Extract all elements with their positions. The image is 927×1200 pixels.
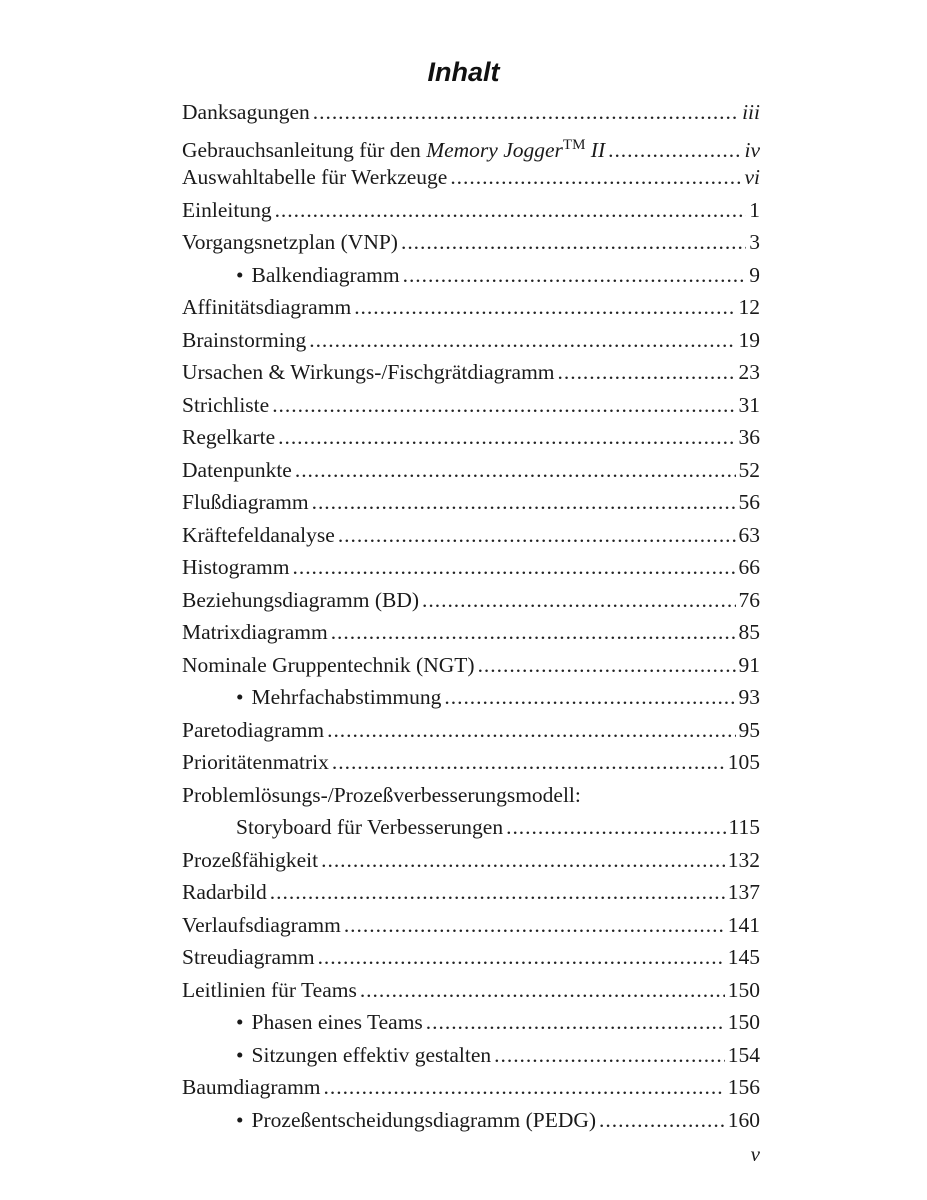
- toc-entry: [182, 616, 760, 649]
- toc-entry-page: 19: [738, 327, 760, 352]
- toc-entry: [182, 356, 760, 389]
- page-number: v: [750, 1142, 760, 1166]
- toc-entry-page: iii: [742, 100, 760, 124]
- dot-leader: [295, 454, 736, 487]
- toc-entry-title: Affinitätsdiagramm: [182, 295, 352, 319]
- dot-leader: [422, 584, 735, 617]
- toc-entry-page: 85: [738, 620, 760, 644]
- dot-leader: [318, 941, 725, 974]
- toc-entry: [182, 779, 760, 812]
- dot-leader: [278, 421, 735, 454]
- toc-entry-title: Histogramm: [182, 555, 290, 579]
- dot-leader: [272, 389, 735, 422]
- toc-entry: [182, 746, 760, 779]
- dot-leader: [450, 161, 741, 194]
- toc-entry: [182, 421, 760, 454]
- toc-entry-page: 3: [749, 230, 760, 254]
- toc-entry: [182, 519, 760, 552]
- bullet-icon: •: [236, 685, 244, 709]
- bullet-icon: •: [236, 262, 244, 287]
- toc-entry-title: Problemlösungs-/Prozeßverbesserungsmodell:: [182, 782, 581, 807]
- toc-entry-page: 52: [738, 457, 760, 482]
- dot-leader: [360, 974, 725, 1007]
- toc-entry-title: Prozeßentscheidungsdiagramm (PEDG): [251, 1107, 597, 1132]
- toc-entry-page: 66: [738, 555, 760, 579]
- dot-leader: [506, 811, 725, 844]
- toc-entry-page: iv: [744, 137, 760, 162]
- toc-entry-page: 115: [728, 815, 760, 839]
- dot-leader: [324, 1071, 725, 1104]
- toc-entry-title: Prozeßfähigkeit: [182, 847, 319, 872]
- toc-entry: [182, 941, 760, 974]
- toc-entry-title: Beziehungsdiagramm (BD): [182, 587, 420, 612]
- dot-leader: [401, 226, 746, 259]
- toc-entry: [182, 551, 760, 584]
- dot-leader: [293, 551, 736, 584]
- toc-entry-title: Strichliste: [182, 392, 270, 417]
- table-of-contents: [182, 96, 760, 1136]
- toc-entry-title: Baumdiagramm: [182, 1075, 321, 1099]
- toc-entry: [182, 194, 760, 227]
- toc-entry-title: Sitzungen effektiv gestalten: [251, 1042, 492, 1067]
- toc-entry-title: Leitlinien für Teams: [182, 977, 357, 1002]
- toc-entry-page: 36: [738, 425, 760, 449]
- toc-entry: [182, 96, 760, 129]
- toc-entry: [182, 486, 760, 519]
- toc-entry-page: 12: [738, 295, 760, 319]
- dot-leader: [444, 681, 735, 714]
- dot-leader: [309, 324, 735, 357]
- toc-entry: [182, 324, 760, 357]
- dot-leader: [270, 876, 725, 909]
- toc-entry-page: 93: [738, 685, 760, 709]
- toc-entry: [182, 1006, 760, 1039]
- toc-entry-title: Ursachen & Wirkungs-/Fischgrätdiagramm: [182, 360, 555, 384]
- dot-leader: [494, 1039, 725, 1072]
- toc-entry: [182, 649, 760, 682]
- toc-entry-title: Regelkarte: [182, 425, 276, 449]
- toc-entry-title: Phasen eines Teams: [251, 1010, 423, 1034]
- toc-entry: [182, 226, 760, 259]
- toc-entry: [182, 714, 760, 747]
- dot-leader: [313, 96, 739, 129]
- toc-entry: [182, 681, 760, 714]
- toc-entry: [182, 876, 760, 909]
- dot-leader: [321, 844, 725, 877]
- bullet-icon: •: [236, 1042, 244, 1067]
- toc-entry-title: Nominale Gruppentechnik (NGT): [182, 652, 475, 677]
- toc-entry-title: Radarbild: [182, 880, 267, 904]
- toc-entry-page: 76: [738, 587, 760, 612]
- toc-entry-page: 23: [738, 360, 760, 384]
- toc-entry: [182, 844, 760, 877]
- toc-entry-page: 132: [727, 847, 760, 872]
- toc-entry-page: 150: [727, 977, 760, 1002]
- dot-leader: [426, 1006, 725, 1039]
- toc-entry: [182, 389, 760, 422]
- toc-entry-page: 141: [727, 912, 760, 937]
- dot-leader: [332, 746, 725, 779]
- toc-entry-page: 150: [727, 1010, 760, 1034]
- toc-entry-title: Einleitung: [182, 197, 272, 222]
- toc-entry-title: Storyboard für Verbesserungen: [236, 815, 504, 839]
- toc-entry-title: Vorgangsnetzplan (VNP): [182, 230, 398, 254]
- toc-entry-title: Mehrfachabstimmung: [251, 685, 442, 709]
- toc-entry-title: Balkendiagramm: [251, 262, 400, 287]
- toc-entry: [182, 1071, 760, 1104]
- page-title: Inhalt: [427, 57, 500, 87]
- toc-entry-page: vi: [744, 165, 760, 189]
- toc-entry-title: Prioritätenmatrix: [182, 750, 329, 774]
- toc-entry-page: 56: [738, 490, 760, 514]
- bullet-icon: •: [236, 1010, 244, 1034]
- toc-entry: [182, 1104, 760, 1137]
- toc-entry-page: 1: [749, 197, 760, 222]
- toc-entry-page: 145: [727, 945, 760, 969]
- toc-entry-page: 160: [727, 1107, 760, 1132]
- toc-entry: [182, 161, 760, 194]
- dot-leader: [312, 486, 736, 519]
- dot-leader: [558, 356, 736, 389]
- toc-entry-title: Streudiagramm: [182, 945, 315, 969]
- toc-entry: [182, 974, 760, 1007]
- dot-leader: [599, 1104, 725, 1137]
- toc-entry-title: Matrixdiagramm: [182, 620, 328, 644]
- toc-entry: [182, 454, 760, 487]
- dot-leader: [331, 616, 736, 649]
- toc-entry-page: 154: [727, 1042, 760, 1067]
- toc-entry: [182, 584, 760, 617]
- toc-entry: [182, 1039, 760, 1072]
- toc-entry-page: 63: [738, 522, 760, 547]
- toc-entry: [182, 811, 760, 844]
- toc-entry: [182, 909, 760, 942]
- toc-entry-page: 31: [738, 392, 760, 417]
- toc-entry-title: Kräftefeldanalyse: [182, 522, 335, 547]
- dot-leader: [344, 909, 725, 942]
- toc-entry-page: 95: [738, 717, 760, 742]
- toc-entry-title: Paretodiagramm: [182, 717, 325, 742]
- toc-entry: [182, 291, 760, 324]
- bullet-icon: •: [236, 1107, 244, 1132]
- toc-entry-title: Gebrauchsanleitung für den Memory Jogger™ II: [182, 136, 606, 162]
- toc-entry-title: Danksagungen: [182, 100, 310, 124]
- toc-entry-page: 9: [749, 262, 760, 287]
- dot-leader: [478, 649, 736, 682]
- dot-leader: [403, 259, 747, 292]
- toc-entry-page: 105: [727, 750, 760, 774]
- toc-entry: [182, 259, 760, 292]
- toc-entry-title: Datenpunkte: [182, 457, 292, 482]
- dot-leader: [327, 714, 735, 747]
- toc-entry-page: 156: [727, 1075, 760, 1099]
- dot-leader: [354, 291, 735, 324]
- dot-leader: [338, 519, 736, 552]
- toc-entry-title: Brainstorming: [182, 327, 307, 352]
- toc-entry-title: Flußdiagramm: [182, 490, 309, 514]
- toc-entry-title: Verlaufsdiagramm: [182, 912, 341, 937]
- toc-entry: [182, 129, 760, 162]
- toc-entry-title: Auswahltabelle für Werkzeuge: [182, 165, 448, 189]
- toc-entry-page: 91: [738, 652, 760, 677]
- toc-entry-page: 137: [727, 880, 760, 904]
- dot-leader: [275, 194, 747, 227]
